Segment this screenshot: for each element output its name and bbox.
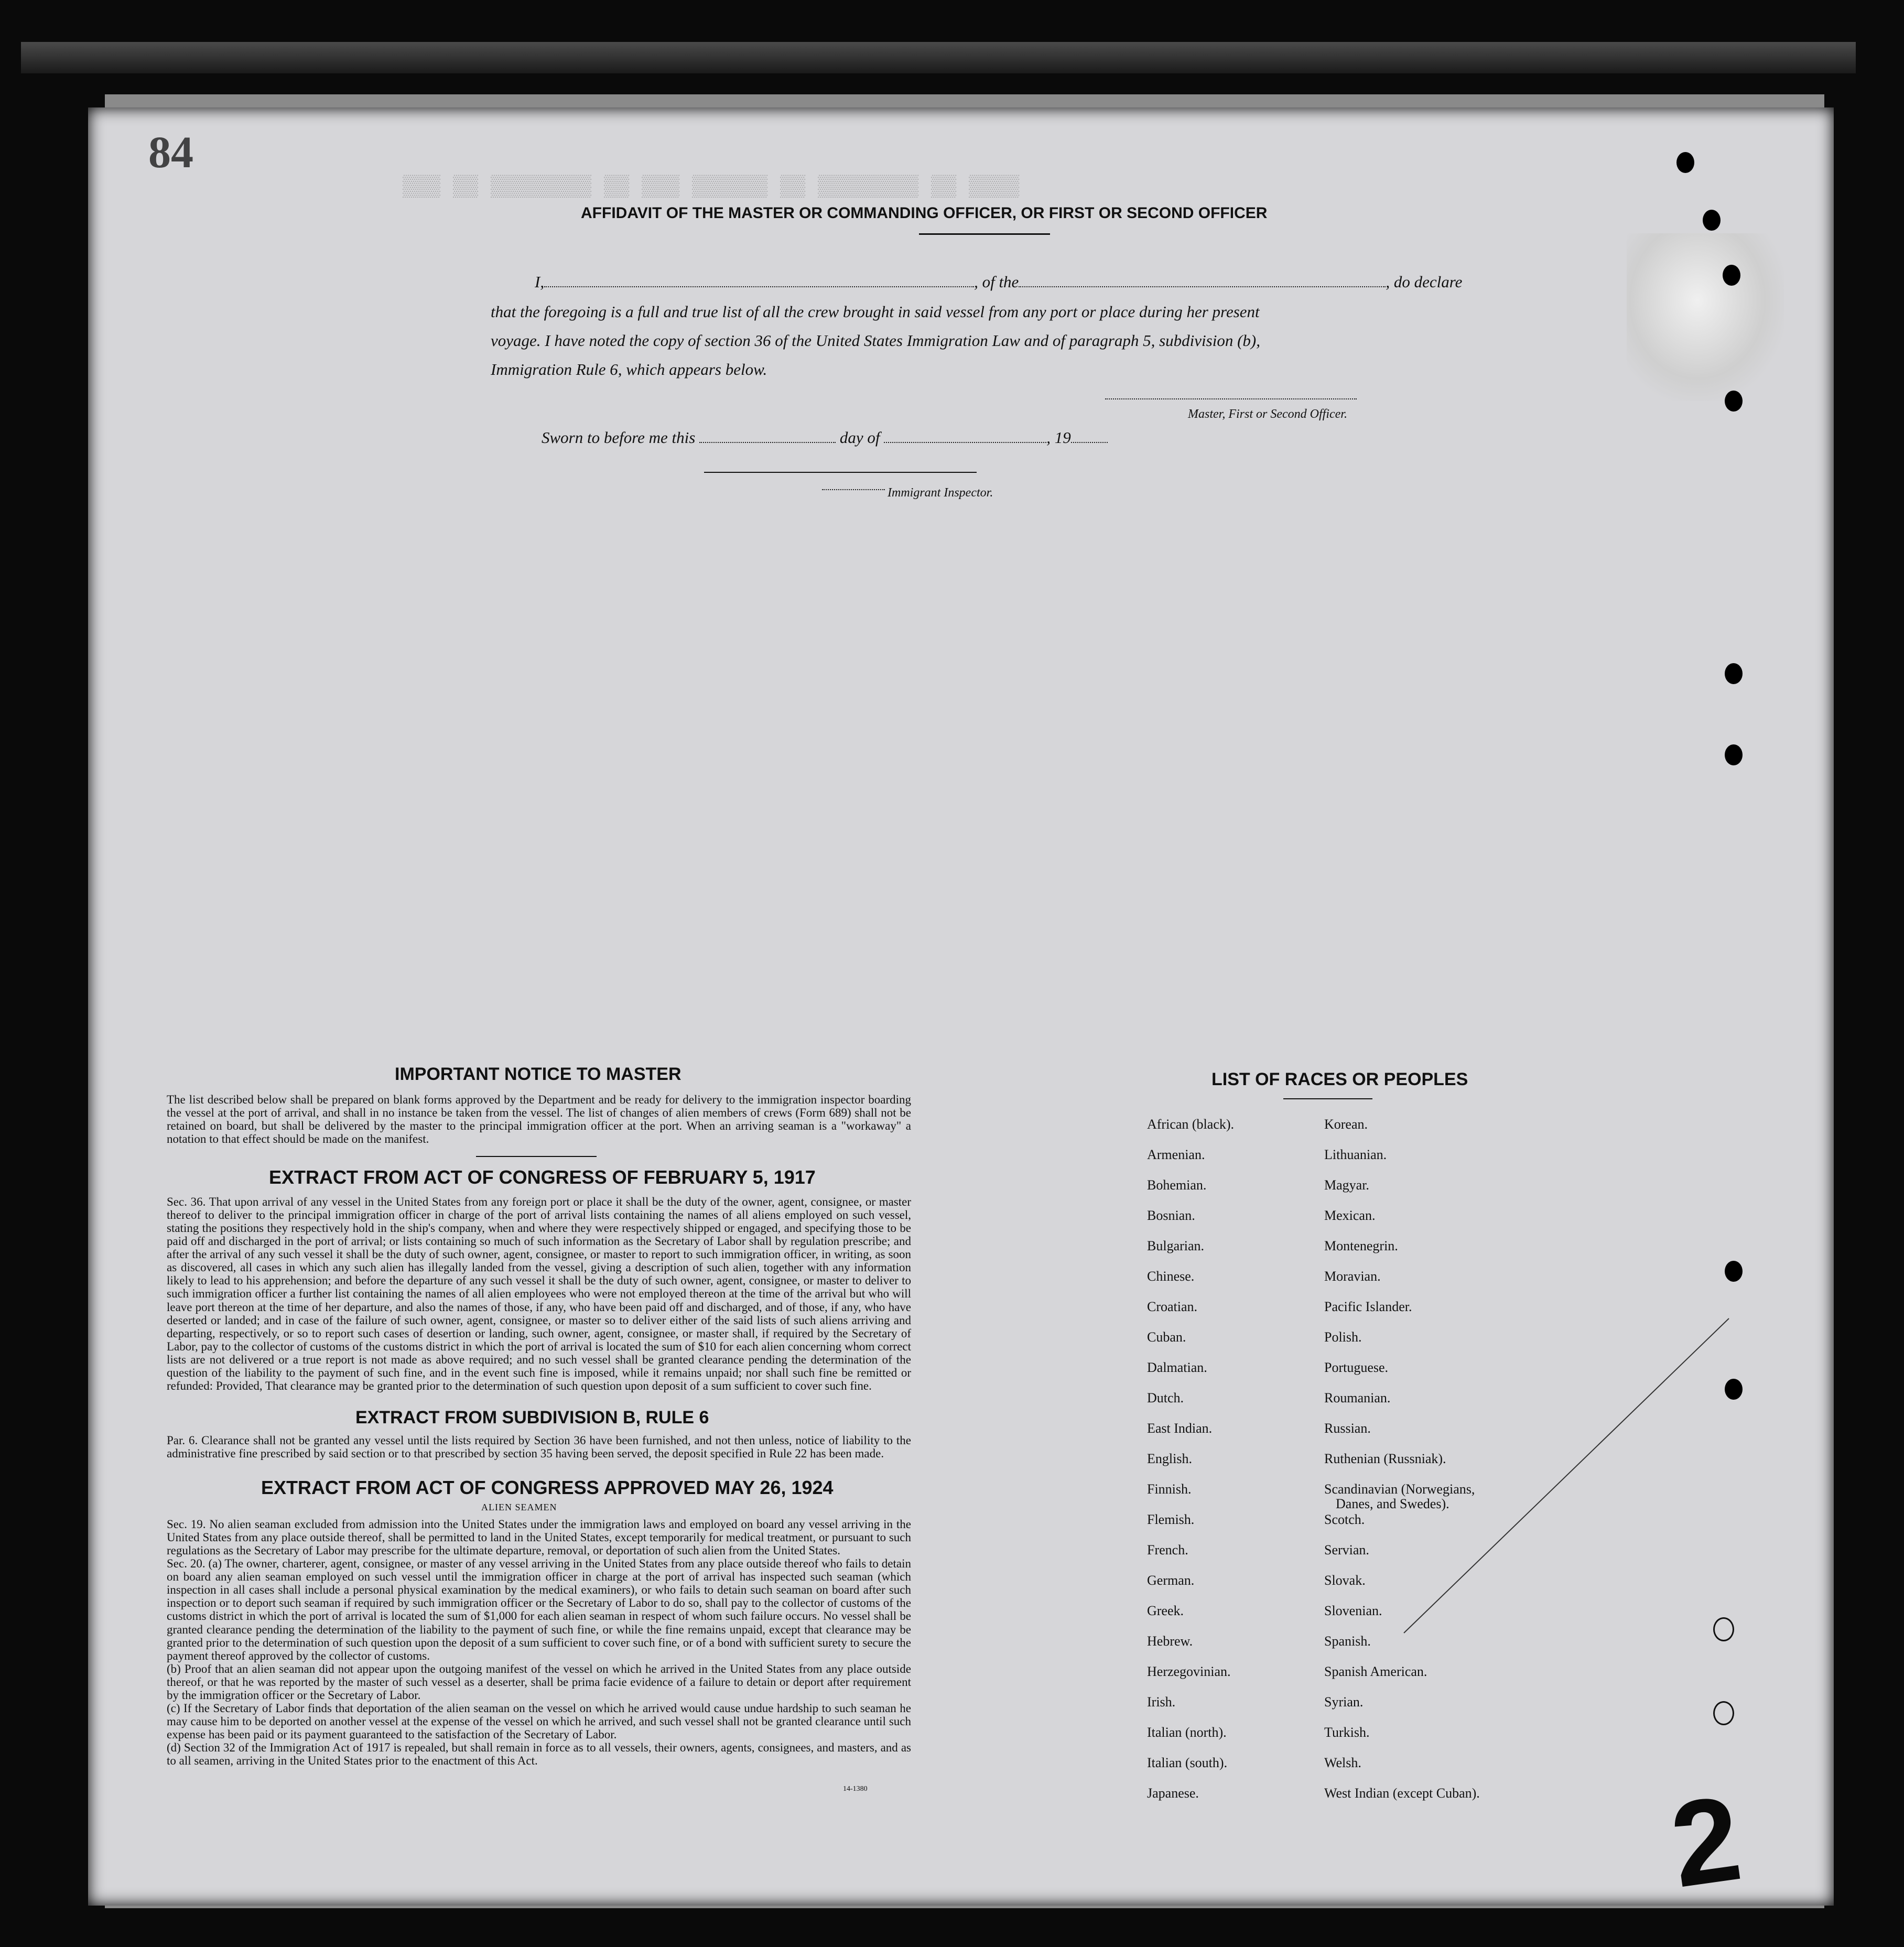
name-blank[interactable] [544,286,974,287]
race-item: Danes, and Swedes). [1336,1496,1449,1511]
alien-seamen-subtitle: ALIEN SEAMEN [481,1502,557,1512]
race-item: Roumanian. [1324,1390,1391,1405]
inspector-signature-line [704,472,977,473]
extract-1924-title: EXTRACT FROM ACT OF CONGRESS APPROVED MAY 26, 1924 [261,1477,834,1498]
race-item: Dalmatian. [1147,1360,1207,1375]
race-item: Greek. [1147,1603,1184,1618]
corner-stamp: 84 [148,127,193,177]
race-item: Moravian. [1324,1269,1381,1284]
race-item: Russian. [1324,1421,1371,1436]
inspector-blank[interactable] [822,489,885,490]
notice-title: IMPORTANT NOTICE TO MASTER [395,1064,681,1084]
race-item: Lithuanian. [1324,1147,1387,1162]
race-item: Servian. [1324,1542,1369,1557]
races-title: LIST OF RACES OR PEOPLES [1211,1069,1468,1089]
punch-hole [1676,152,1694,173]
sec-19: Sec. 19. No alien seaman excluded from admission into the United States under the immigration laws and employed on board any vessel arriving in the United States from any place outside thereof, shall be permitted to land in the United States, except temporarily for medical treatment, or pursuant to such regulations as the Secretary of Labor may prescribe for the ultimate departure, removal, or deportation of such alien from the United States. [167,1518,911,1557]
race-item: Polish. [1324,1329,1362,1345]
affidavit-of-the: , of the [974,273,1019,291]
race-item: Croatian. [1147,1299,1198,1314]
race-item: Bohemian. [1147,1177,1207,1193]
race-item: Portuguese. [1324,1360,1389,1375]
race-item: Pacific Islander. [1324,1299,1412,1314]
race-item: Irish. [1147,1694,1176,1710]
sworn-month-blank[interactable] [884,442,1046,443]
race-item: Spanish American. [1324,1664,1427,1679]
punch-hole [1725,663,1743,684]
race-item: Scandinavian (Norwegians, [1324,1481,1475,1497]
scanner-frame-top [21,42,1856,73]
sworn-year-blank[interactable] [1071,442,1108,443]
affidavit-i: I, [535,273,545,291]
race-item: Bulgarian. [1147,1238,1205,1253]
punch-hole-open [1713,1617,1734,1641]
race-item: Welsh. [1324,1755,1361,1770]
affidavit-declare: , do declare [1386,273,1463,291]
affidavit-line-4: Immigration Rule 6, which appears below. [491,360,767,378]
day-of-label: day of [839,428,880,447]
sheet-number: 2 [1663,1770,1749,1913]
race-item: Spanish. [1324,1634,1371,1649]
race-item: Mexican. [1324,1208,1376,1223]
races-left-column [1147,1117,1234,1816]
sworn-day-blank[interactable] [699,442,836,443]
race-item: Ruthenian (Russniak). [1324,1451,1446,1466]
punch-hole [1725,1261,1743,1282]
rule6-title: EXTRACT FROM SUBDIVISION B, RULE 6 [355,1408,709,1427]
race-item: Armenian. [1147,1147,1205,1162]
race-item: Dutch. [1147,1390,1184,1405]
punch-hole [1723,265,1740,286]
race-item: Italian (north). [1147,1725,1227,1740]
sec-20a: Sec. 20. (a) The owner, charterer, agent, consignee, or master of any vessel arriving in the United States from any place outside thereof who fails to detain on board any alien seaman employed on such vessel until the immigration officer in charge at the port of arrival has inspected such seaman (which inspection in all cases shall include a personal physical examination by the medical examiners), or who fails to detain such seaman on board after such inspection or to deport such seaman if required by such immigration officer or the Secretary of Labor to do so, shall pay to the collector of customs of the customs district in which the port of arrival is located the sum of $1,000 for each alien seaman in respect of whom such failure occurs. No vessel shall be granted clearance pending the determination of the liability to the payment of such fine, or while the fine remains unpaid, except that clearance may be granted prior to the determination of such question upon the deposit of a sum sufficient to cover such fine, or of a bond with sufficient surety to secure the payment thereof approved by the collector of customs. [167,1557,911,1662]
sec-20d: (d) Section 32 of the Immigration Act of 1917 is repealed, but shall remain in force as to all vessels, their owners, agents, consignees, and masters, and as to all seamen, arriving in the United States prior to the enactment of this Act. [167,1741,911,1768]
affidavit-line-3: voyage. I have noted the copy of section 36 of the United States Immigration Law and of paragraph 5, subdivision (b), [491,331,1260,350]
sworn-label: Sworn to before me this [542,428,696,447]
race-item: Bosnian. [1147,1208,1195,1223]
sec-20b: (b) Proof that an alien seaman did not appear upon the outgoing manifest of the vessel on which he arrived in the United States from any place outside thereof, or that he was reported by the master of such vessel as a deserter, shall be prima facie evidence of a failure to detain or deport after requirement by the immigration officer or the Secretary of Labor. [167,1662,911,1702]
torn-corner [1627,233,1784,401]
race-item: Slovenian. [1324,1603,1382,1618]
punch-hole [1725,744,1743,765]
race-item: French. [1147,1542,1188,1557]
race-item: Syrian. [1324,1694,1364,1710]
punch-hole [1703,210,1721,231]
race-item: Scotch. [1324,1512,1365,1527]
vessel-blank[interactable] [1019,286,1386,287]
race-item: Montenegrin. [1324,1238,1398,1253]
notice-body: The list described below shall be prepared on blank forms approved by the Department and be ready for delivery to the immigration inspector boarding the vessel at the port of arrival, and shall in no instance be taken from the vessel. The list of changes of alien members of crews (Form 689) shall not be retained on board, but shall be delivered by the master to the principal immigration officer at the port. When an arriving seaman is a "workaway" a notation to that effect should be made on the manifest. [167,1093,911,1146]
notice-rule [476,1156,597,1157]
punch-hole [1725,1379,1743,1400]
signature-blank[interactable] [1105,398,1357,399]
punch-hole [1725,391,1743,412]
race-item: Turkish. [1324,1725,1370,1740]
extract-1924-body [167,1518,911,1767]
sec-20c: (c) If the Secretary of Labor finds that deportation of the alien seaman on the vessel on which he arrived would cause undue hardship to such seaman he may cause him to be deported on another vessel at the expense of the vessel on which he arrived, and such vessel shall not be granted clearance until such expense has been paid or its payment guaranteed to the satisfaction of the Secretary of Labor. [167,1701,911,1741]
extract-1917-body: Sec. 36. That upon arrival of any vessel in the United States from any foreign port or place it shall be the duty of the owner, agent, consignee, or master thereof to deliver to the principal immigration officer in charge of the port of arrival lists containing the names of all aliens employed on such vessel, stating the positions they respectively hold in the ship's company, when and where they were respectively shipped or engaged, and specifying those to be paid off and discharged in the port of arrival; or lists containing so much of such information as the Secretary of Labor shall by regulation prescribe; and after the arrival of any such vessel it shall be the duty of such owner, agent, consignee, or master to report to such immigration officer, in writing, as soon as discovered, all cases in which any such alien has illegally landed from the vessel, giving a description of such alien, together with any information likely to lead to his apprehension; and before the departure of any such vessel it shall be the duty of such owner, agent, consignee, or master to deliver to such immigration officer a further list containing the names of all alien employees who were not employed thereon at the time of the arrival but who will leave port thereon at the time of her departure, and also the names of those, if any, who have been paid off and discharged, and of those, if any, who have deserted or landed; and in case of the failure of such owner, agent, consignee, or master so to deliver either of the said lists of such aliens arriving and departing, respectively, or so to report such cases of desertion or landing, such owner, agent, consignee, or master shall, if required by the Secretary of Labor, pay to the collector of customs of the customs district in which the port of arrival is located the sum of $10 for each alien concerning whom correct lists are not delivered or a true report is not made as above required; and no such vessel shall be granted clearance pending the determination of the question of the liability to the payment of such fine, and in the event such fine is imposed, while it remains unpaid; nor shall such fine be remitted or refunded: Provided, That clearance may be granted prior to the determination of such question upon deposit of a sum sufficient to cover such fine. [167,1195,911,1392]
race-item: Japanese. [1147,1786,1199,1801]
sworn-line [542,428,1108,447]
race-item: East Indian. [1147,1421,1213,1436]
race-item: Herzegovinian. [1147,1664,1231,1679]
affidavit-title: AFFIDAVIT OF THE MASTER OR COMMANDING OFFICER, OR FIRST OR SECOND OFFICER [581,204,1268,222]
race-item: Italian (south). [1147,1755,1228,1770]
race-item: Chinese. [1147,1269,1195,1284]
inspector-label: Immigrant Inspector. [888,486,993,500]
races-rule [1283,1098,1372,1099]
race-item: German. [1147,1573,1195,1588]
race-item: West Indian (except Cuban). [1324,1786,1480,1801]
affidavit-line-1 [535,273,1462,291]
rule6-body: Par. 6. Clearance shall not be granted any vessel until the lists required by Section 36 have been furnished, and not then unless, notice of liability to the administrative fine prescribed by said section or to that prescribed by section 35 having been served, the deposit specified in Rule 22 has been made. [167,1434,911,1461]
pencil-diagonal-line [1399,1313,1739,1638]
race-item: African (black). [1147,1117,1235,1132]
signature-label: Master, First or Second Officer. [1188,407,1347,421]
race-item: Magyar. [1324,1177,1369,1193]
race-item: Slovak. [1324,1573,1366,1588]
affidavit-line-2: that the foregoing is a full and true list of all the crew brought in said vessel from any port or place during her present [491,302,1260,321]
bleed-through: ▒▒▒ ▒▒ ▒▒▒▒▒▒▒▒ ▒▒ ▒▒▒ ▒▒▒▒▒▒ ▒▒ ▒▒▒▒▒▒▒▒ ▒▒ ▒▒▒▒ [403,176,1020,199]
punch-hole-open [1713,1701,1734,1725]
race-item: Flemish. [1147,1512,1195,1527]
race-item: Finnish. [1147,1481,1192,1497]
race-item: Korean. [1324,1117,1368,1132]
race-item: Cuban. [1147,1329,1186,1345]
extract-1917-title: EXTRACT FROM ACT OF CONGRESS OF FEBRUARY 5, 1917 [269,1166,816,1188]
year-label: , 19 [1046,428,1071,447]
race-item: Hebrew. [1147,1634,1193,1649]
title-rule [919,233,1050,235]
race-item: English. [1147,1451,1192,1466]
manifest-page [88,107,1834,1906]
form-number: 14-1380 [843,1785,868,1793]
